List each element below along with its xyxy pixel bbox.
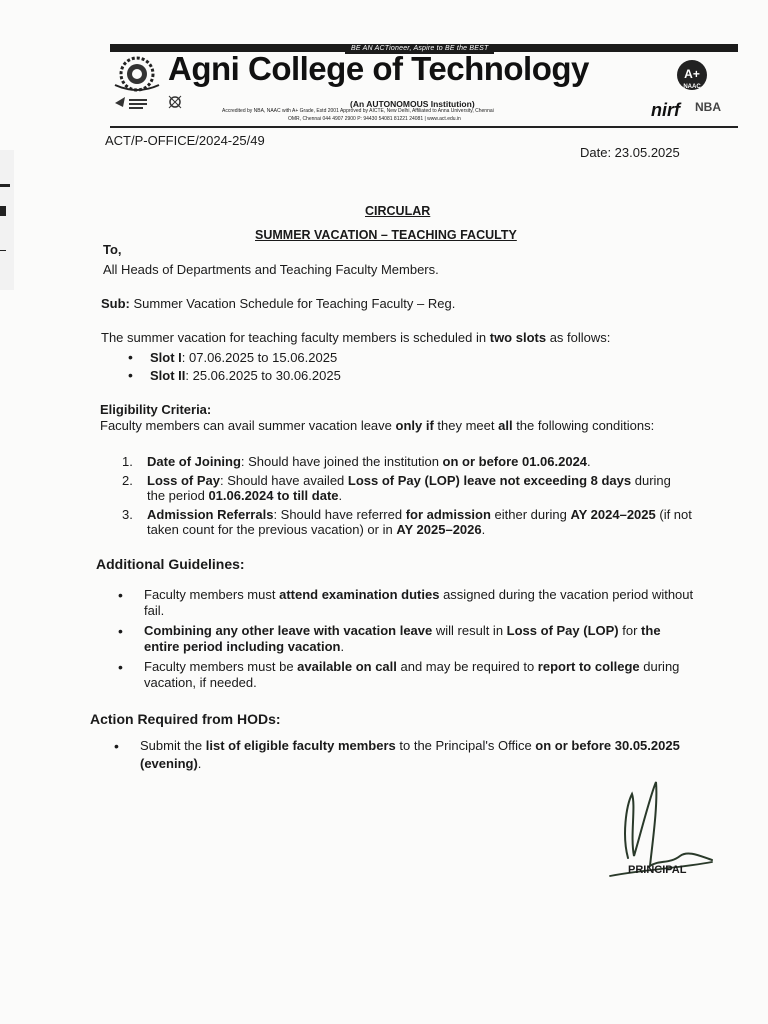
intro-bold: two slots xyxy=(489,330,547,345)
circular-date: Date: 23.05.2025 xyxy=(580,145,680,160)
letterhead-divider xyxy=(110,126,738,128)
text-bold: report to college xyxy=(537,659,640,674)
list-item xyxy=(122,473,692,504)
text: Faculty members must xyxy=(144,587,280,602)
letterhead-tagline: BE AN ACTioneer, Aspire to BE the BEST xyxy=(345,44,494,54)
sub-text: Summer Vacation Schedule for Teaching Faculty – Reg. xyxy=(133,296,456,311)
list-item xyxy=(118,587,698,619)
eligibility-list xyxy=(122,454,692,541)
item-label: Admission Referrals xyxy=(147,506,274,522)
list-item xyxy=(122,454,692,470)
text: during the period xyxy=(147,472,671,503)
slot-label: Slot I xyxy=(150,350,182,365)
list-item xyxy=(114,737,704,773)
text: Faculty members must be xyxy=(144,659,298,674)
item-number: 1. xyxy=(122,454,133,469)
text: the following conditions: xyxy=(512,418,655,433)
text-bold: the entire period including vacation xyxy=(144,623,661,654)
circular-heading: CIRCULAR xyxy=(365,204,431,218)
text: to the Principal's Office xyxy=(395,738,536,753)
text: and may be required to xyxy=(396,659,538,674)
to-label: To, xyxy=(103,242,122,257)
text: Submit the xyxy=(140,738,206,753)
text: either during xyxy=(490,506,571,522)
intro-text: The summer vacation for teaching faculty members is scheduled in xyxy=(101,330,490,345)
text-bold: on or before 30.05.2025 (evening) xyxy=(140,738,680,771)
text: . xyxy=(587,454,591,469)
signatory-title: PRINCIPAL xyxy=(628,864,687,876)
adjacent-page-edge xyxy=(0,150,14,290)
intro-text-end: as follows: xyxy=(546,330,611,345)
sub-label: Sub: xyxy=(101,296,130,311)
contact-line: OMR, Chennai 044 4907 2900 P: 94430 54081 81221 24081 | www.act.edu.in xyxy=(288,116,461,122)
college-name: Agni College of Technology xyxy=(168,50,589,87)
text: : Should have referred xyxy=(273,506,406,522)
text: assigned during the vacation period without fail. xyxy=(144,587,694,618)
text: . xyxy=(481,522,486,537)
text-bold: for admission xyxy=(405,506,491,522)
additional-guidelines-heading: Additional Guidelines: xyxy=(96,556,245,572)
action-required-heading: Action Required from HODs: xyxy=(90,711,281,727)
nirf-logo: nirf xyxy=(651,100,680,120)
text-bold: AY 2025–2026 xyxy=(396,522,482,537)
text-bold: list of eligible faculty members xyxy=(205,738,396,753)
naac-badge-icon xyxy=(672,58,712,94)
text: : Should have joined the institution xyxy=(240,454,443,469)
reference-number: ACT/P-OFFICE/2024-25/49 xyxy=(105,133,265,148)
affiliation-logos-icon xyxy=(113,94,203,112)
text: . xyxy=(197,756,202,771)
naac-grade: A+ xyxy=(684,67,700,81)
subject-heading: SUMMER VACATION – TEACHING FACULTY xyxy=(255,228,517,242)
text-bold: only if xyxy=(395,418,434,433)
text: they meet xyxy=(433,418,499,433)
text-bold: Loss of Pay (LOP) leave not exceeding 8 days xyxy=(347,472,632,488)
text-bold: 01.06.2024 to till date xyxy=(208,488,339,503)
text: Faculty members can avail summer vacation leave xyxy=(100,418,396,433)
nba-logo: NBA xyxy=(695,100,721,114)
slot-list xyxy=(128,350,341,386)
intro-paragraph xyxy=(101,330,610,345)
slot-label: Slot II xyxy=(150,368,186,383)
slot-dates: : 07.06.2025 to 15.06.2025 xyxy=(181,350,338,365)
subject-line xyxy=(101,296,455,311)
addressee: All Heads of Departments and Teaching Faculty Members. xyxy=(103,262,439,277)
text-bold: on or before 01.06.2024 xyxy=(442,454,588,469)
text-bold: attend examination duties xyxy=(279,587,440,602)
item-label: Date of Joining xyxy=(147,454,241,469)
text-bold: AY 2024–2025 xyxy=(570,506,656,522)
text: : Should have availed xyxy=(219,472,348,488)
text-bold: all xyxy=(498,418,513,433)
eligibility-heading: Eligibility Criteria: xyxy=(100,402,212,417)
college-emblem-icon xyxy=(113,55,161,93)
item-label: Loss of Pay xyxy=(147,472,220,488)
text: . xyxy=(338,488,343,503)
list-item xyxy=(128,350,341,368)
eligibility-paragraph xyxy=(100,418,688,433)
naac-label: NAAC xyxy=(683,84,701,90)
list-item xyxy=(122,507,692,538)
item-number: 3. xyxy=(122,506,133,522)
text-bold: available on call xyxy=(297,659,397,674)
text: will result in xyxy=(432,623,507,638)
text: (if not taken count for the previous vacation) or in xyxy=(147,506,692,537)
list-item xyxy=(118,623,698,655)
additional-guidelines-list xyxy=(118,587,698,695)
text-bold: Combining any other leave with vacation leave xyxy=(144,623,433,638)
slot-dates: : 25.06.2025 to 30.06.2025 xyxy=(185,368,341,383)
autonomous-label: (An AUTONOMOUS Institution) xyxy=(350,99,475,109)
list-item xyxy=(128,368,341,386)
action-list xyxy=(114,737,704,773)
list-item xyxy=(118,659,698,691)
text: for xyxy=(618,623,642,638)
accreditation-line: Accredited by NBA, NAAC with A+ Grade, Estd 2001 Approved by AICTE, New Delhi, Affiliated to Anna University, Chennai xyxy=(222,108,494,114)
text: . xyxy=(340,639,345,654)
text-bold: Loss of Pay (LOP) xyxy=(506,623,619,638)
text: during vacation, if needed. xyxy=(144,659,680,690)
item-number: 2. xyxy=(122,472,133,488)
